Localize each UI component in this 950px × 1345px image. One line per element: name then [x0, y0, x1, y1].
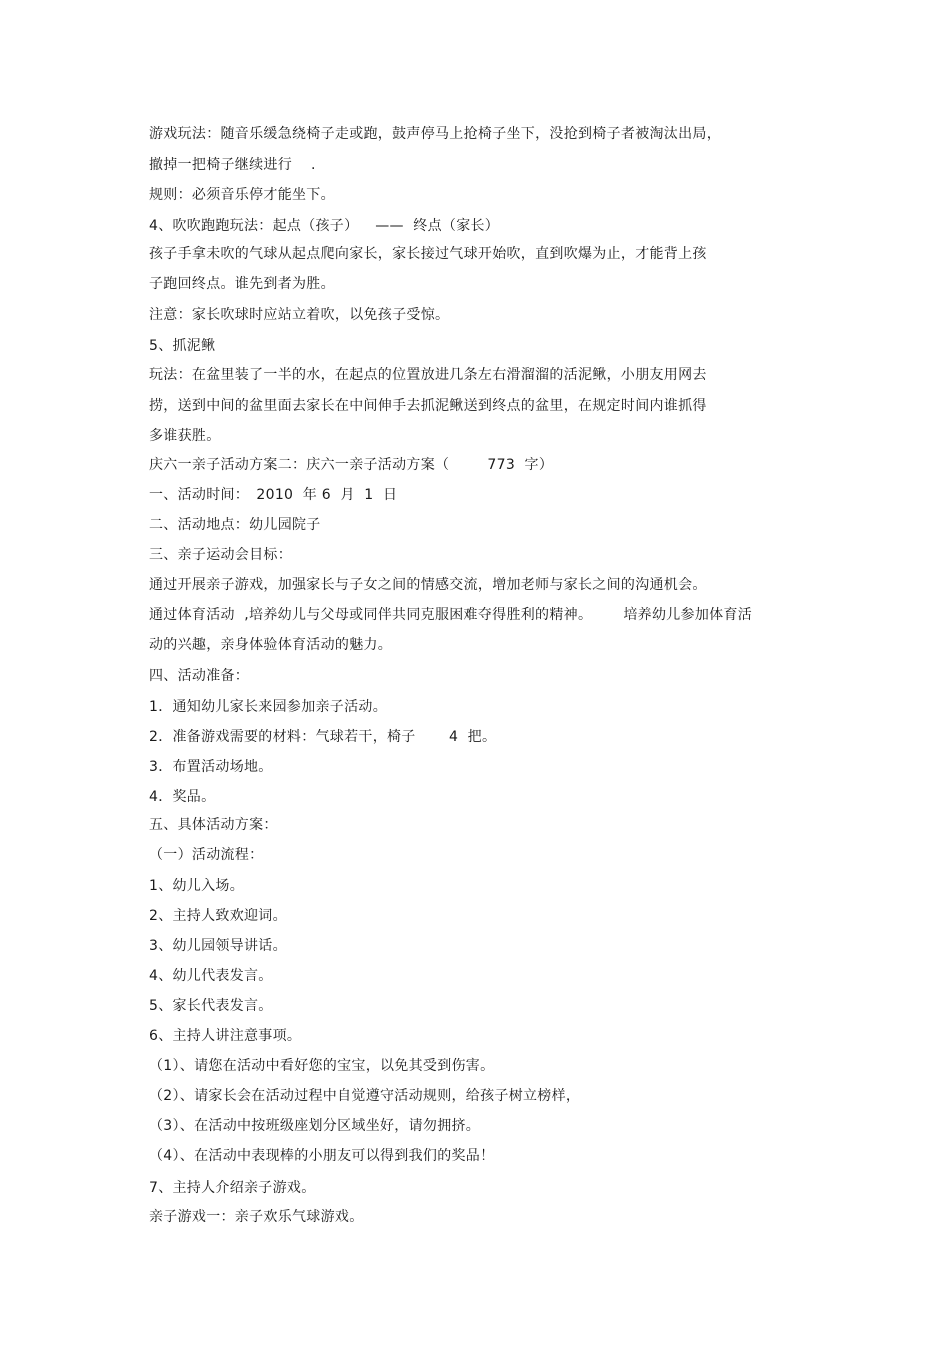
text-line: 4、幼儿代表发言。	[149, 968, 273, 984]
text-line: 7、主持人介绍亲子游戏。	[149, 1180, 316, 1196]
text-line: （一）活动流程：	[149, 847, 264, 863]
text-line: （3）、在活动中按班级座划分区域坐好，请勿拥挤。	[149, 1118, 481, 1134]
text-line: 二、活动地点：幼儿园院子	[149, 517, 321, 533]
text-line: 四、活动准备：	[149, 668, 250, 684]
text-line: 6、主持人讲注意事项。	[149, 1028, 302, 1044]
text-line: （2）、请家长会在活动过程中自觉遵守活动规则，给孩子树立榜样，	[149, 1088, 581, 1104]
text-line: 4、吹吹跑跑玩法：起点（孩子） —— 终点（家长）	[149, 218, 500, 234]
text-line: 通过开展亲子游戏，加强家长与子女之间的情感交流，增加老师与家长之间的沟通机会。	[149, 577, 707, 593]
text-line: 通过体育活动 ,培养幼儿与父母或同伴共同克服困难夺得胜利的精神。 培养幼儿参加体育活	[149, 607, 753, 623]
text-line: 2、主持人致欢迎词。	[149, 908, 287, 924]
text-line: 5、抓泥鳅	[149, 338, 216, 354]
text-line: 3．布置活动场地。	[149, 759, 273, 775]
text-line: 孩子手拿未吹的气球从起点爬向家长，家长接过气球开始吹，直到吹爆为止，才能背上孩	[149, 246, 707, 262]
text-line: 亲子游戏一：亲子欢乐气球游戏。	[149, 1209, 364, 1225]
text-line: 撤掉一把椅子继续进行 .	[149, 157, 316, 173]
text-line: 庆六一亲子活动方案二：庆六一亲子活动方案（ 773 字）	[149, 457, 554, 473]
text-line: 5、家长代表发言。	[149, 998, 273, 1014]
text-line: （1）、请您在活动中看好您的宝宝，以免其受到伤害。	[149, 1058, 495, 1074]
text-line: 玩法：在盆里装了一半的水，在起点的位置放进几条左右滑溜溜的活泥鳅，小朋友用网去	[149, 367, 707, 383]
text-line: 注意：家长吹球时应站立着吹，以免孩子受惊。	[149, 307, 450, 323]
text-line: 一、活动时间： 2010 年 6 月 1 日	[149, 487, 398, 503]
text-line: 1、幼儿入场。	[149, 878, 245, 894]
text-line: 五、具体活动方案：	[149, 817, 278, 833]
text-line: 子跑回终点。谁先到者为胜。	[149, 276, 335, 292]
text-line: 捞，送到中间的盆里面去家长在中间伸手去抓泥鳅送到终点的盆里，在规定时间内谁抓得	[149, 398, 707, 414]
text-line: （4）、在活动中表现棒的小朋友可以得到我们的奖品！	[149, 1148, 495, 1164]
text-line: 游戏玩法：随音乐缓急绕椅子走或跑，鼓声停马上抢椅子坐下，没抢到椅子者被淘汰出局，	[149, 126, 721, 142]
text-line: 多谁获胜。	[149, 428, 221, 444]
text-line: 1．通知幼儿家长来园参加亲子活动。	[149, 699, 388, 715]
text-line: 规则：必须音乐停才能坐下。	[149, 187, 335, 203]
text-line: 3、幼儿园领导讲话。	[149, 938, 287, 954]
text-line: 动的兴趣，亲身体验体育活动的魅力。	[149, 637, 393, 653]
text-line: 4．奖品。	[149, 789, 216, 805]
text-line: 三、亲子运动会目标：	[149, 547, 292, 563]
text-line: 2．准备游戏需要的材料：气球若干，椅子 4 把。	[149, 729, 497, 745]
